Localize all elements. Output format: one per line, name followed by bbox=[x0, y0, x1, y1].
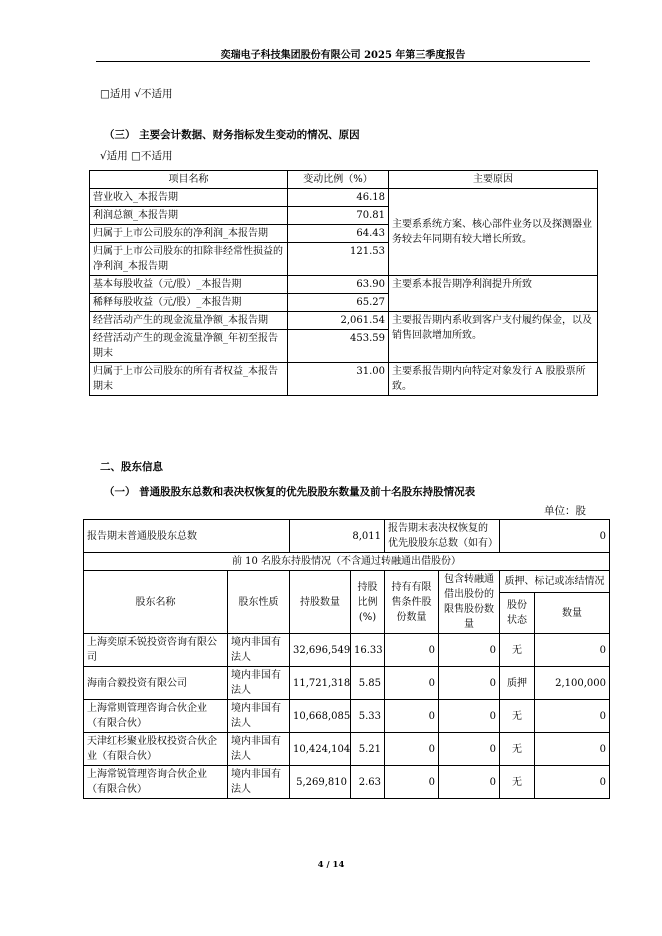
shareholders-heading: 二、股东信息 bbox=[100, 461, 163, 473]
pledge-status: 无 bbox=[500, 733, 535, 766]
total-shareholders-label: 报告期末普通股股东总数 bbox=[84, 520, 290, 553]
shareholders-table bbox=[83, 519, 610, 799]
item-name: 归属于上市公司股东的扣除非经常性损益的净利润_本报告期 bbox=[90, 243, 288, 276]
change-ratio: 2,061.54 bbox=[288, 312, 389, 330]
page-header-title: 奕瑞电子科技集团股份有限公司 2025 年第三季度报告 bbox=[220, 50, 466, 61]
change-ratio: 64.43 bbox=[288, 225, 389, 243]
pledge-qty: 0 bbox=[535, 733, 610, 766]
header-item-name: 项目名称 bbox=[90, 171, 288, 189]
holding-ratio: 16.33 bbox=[351, 634, 385, 667]
restricted-shares: 0 bbox=[385, 634, 439, 667]
pledge-status: 无 bbox=[500, 700, 535, 733]
holding-ratio: 5.85 bbox=[351, 667, 385, 700]
pledge-status: 无 bbox=[500, 634, 535, 667]
change-ratio: 121.53 bbox=[288, 243, 389, 276]
lending-restricted-shares: 0 bbox=[439, 667, 500, 700]
item-name: 稀释每股收益（元/股）_本报告期 bbox=[90, 294, 288, 312]
item-name: 经营活动产生的现金流量净额_年初至报告期末 bbox=[90, 330, 288, 363]
header-main-reason: 主要原因 bbox=[389, 171, 598, 189]
table-header-row bbox=[90, 171, 598, 189]
pledge-qty: 2,100,000 bbox=[535, 667, 610, 700]
shareholder-name: 上海奕原禾锐投资咨询有限公司 bbox=[84, 634, 228, 667]
reason-cell: 主要系报告期内向特定对象发行 A 股股票所致。 bbox=[389, 363, 598, 396]
lending-restricted-shares: 0 bbox=[439, 634, 500, 667]
col-header-restricted: 持有有限售条件股份数量 bbox=[385, 571, 439, 634]
item-name: 经营活动产生的现金流量净额_本报告期 bbox=[90, 312, 288, 330]
shareholders-sub-heading: （一） 普通股股东总数和表决权恢复的优先股股东数量及前十名股东持股情况表 bbox=[104, 486, 476, 498]
shareholder-nature: 境内非国有法人 bbox=[228, 733, 290, 766]
header-divider bbox=[96, 61, 590, 62]
pledge-qty: 0 bbox=[535, 700, 610, 733]
lending-restricted-shares: 0 bbox=[439, 733, 500, 766]
preferred-shareholders-label: 报告期末表决权恢复的优先股股东总数（如有） bbox=[385, 520, 500, 553]
reason-cell: 主要系系统方案、核心部件业务以及探测器业务较去年同期有较大增长所致。 bbox=[389, 189, 598, 276]
total-shareholders-value: 8,011 bbox=[290, 520, 385, 553]
shareholder-nature: 境内非国有法人 bbox=[228, 634, 290, 667]
shares-held: 10,668,085 bbox=[290, 700, 351, 733]
change-ratio: 65.27 bbox=[288, 294, 389, 312]
shareholder-nature: 境内非国有法人 bbox=[228, 667, 290, 700]
applicability-line: □适用 √不适用 bbox=[100, 88, 173, 100]
shares-held: 32,696,549 bbox=[290, 634, 351, 667]
shareholder-name: 海南合毅投资有限公司 bbox=[84, 667, 228, 700]
shareholder-name: 天津红杉聚业股权投资合伙企业（有限合伙） bbox=[84, 733, 228, 766]
table-row bbox=[90, 189, 598, 207]
col-header-pledge-group: 质押、标记或冻结情况 bbox=[500, 571, 610, 593]
restricted-shares: 0 bbox=[385, 700, 439, 733]
col-header-name: 股东名称 bbox=[84, 571, 228, 634]
reason-cell: 主要系本报告期净利润提升所致 bbox=[389, 276, 598, 312]
pledge-qty: 0 bbox=[535, 766, 610, 799]
col-header-pledge-qty: 数量 bbox=[535, 593, 610, 634]
shareholder-name: 上海常锐管理咨询合伙企业（有限合伙） bbox=[84, 766, 228, 799]
table-row bbox=[84, 733, 610, 766]
restricted-shares: 0 bbox=[385, 766, 439, 799]
item-name: 利润总额_本报告期 bbox=[90, 207, 288, 225]
pledge-status: 无 bbox=[500, 766, 535, 799]
col-header-ratio: 持股比例(%) bbox=[351, 571, 385, 634]
change-ratio: 70.81 bbox=[288, 207, 389, 225]
restricted-shares: 0 bbox=[385, 733, 439, 766]
table-row bbox=[84, 766, 610, 799]
preferred-shareholders-value: 0 bbox=[500, 520, 610, 553]
table-row bbox=[90, 312, 598, 330]
column-header-row bbox=[84, 571, 610, 593]
shares-held: 10,424,104 bbox=[290, 733, 351, 766]
total-shareholders-row bbox=[84, 520, 610, 553]
unit-label: 单位：股 bbox=[544, 505, 586, 517]
pledge-status: 质押 bbox=[500, 667, 535, 700]
col-header-nature: 股东性质 bbox=[228, 571, 290, 634]
item-name: 归属于上市公司股东的净利润_本报告期 bbox=[90, 225, 288, 243]
top10-caption-row bbox=[84, 553, 610, 571]
item-name: 基本每股收益（元/股）_本报告期 bbox=[90, 276, 288, 294]
holding-ratio: 5.33 bbox=[351, 700, 385, 733]
table-row bbox=[84, 700, 610, 733]
restricted-shares: 0 bbox=[385, 667, 439, 700]
top10-caption: 前 10 名股东持股情况（不含通过转融通出借股份） bbox=[84, 553, 610, 571]
lending-restricted-shares: 0 bbox=[439, 766, 500, 799]
col-header-pledge-status: 股份状态 bbox=[500, 593, 535, 634]
section3-applicability: √适用 □不适用 bbox=[100, 150, 173, 162]
table-row bbox=[84, 667, 610, 700]
section3-heading: （三） 主要会计数据、财务指标发生变动的情况、原因 bbox=[104, 129, 360, 141]
lending-restricted-shares: 0 bbox=[439, 700, 500, 733]
change-ratio: 31.00 bbox=[288, 363, 389, 396]
shareholder-name: 上海常则管理咨询合伙企业（有限合伙） bbox=[84, 700, 228, 733]
change-ratio: 453.59 bbox=[288, 330, 389, 363]
change-ratio: 63.90 bbox=[288, 276, 389, 294]
shares-held: 5,269,810 bbox=[290, 766, 351, 799]
col-header-lending: 包含转融通借出股份的限售股份数量 bbox=[439, 571, 500, 634]
table-row bbox=[84, 634, 610, 667]
item-name: 归属于上市公司股东的所有者权益_本报告期末 bbox=[90, 363, 288, 396]
holding-ratio: 5.21 bbox=[351, 733, 385, 766]
change-ratio: 46.18 bbox=[288, 189, 389, 207]
header-change-ratio: 变动比例（%） bbox=[288, 171, 389, 189]
reason-cell: 主要报告期内系收到客户支付履约保金，以及销售回款增加所致。 bbox=[389, 312, 598, 363]
col-header-shares: 持股数量 bbox=[290, 571, 351, 634]
holding-ratio: 2.63 bbox=[351, 766, 385, 799]
shareholder-nature: 境内非国有法人 bbox=[228, 700, 290, 733]
shares-held: 11,721,318 bbox=[290, 667, 351, 700]
change-reasons-table bbox=[89, 170, 598, 396]
shareholder-nature: 境内非国有法人 bbox=[228, 766, 290, 799]
page-number: 4 / 14 bbox=[317, 860, 345, 870]
item-name: 营业收入_本报告期 bbox=[90, 189, 288, 207]
table-row bbox=[90, 363, 598, 396]
table-row bbox=[90, 276, 598, 294]
pledge-qty: 0 bbox=[535, 634, 610, 667]
